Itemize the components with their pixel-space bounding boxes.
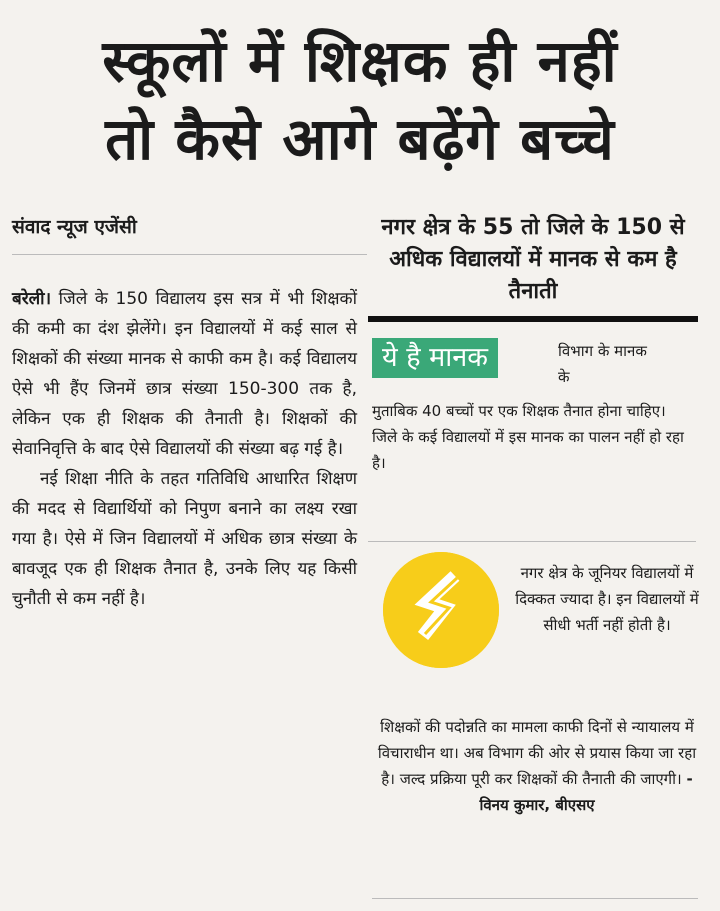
dateline: बरेली।	[12, 289, 52, 309]
article-body	[12, 284, 357, 614]
quote-main-text: शिक्षकों की पदोन्नति का मामला काफी दिनों से न्यायालय में विचाराधीन था। अब विभाग की ओर से प्रयास किया जा रहा है। जल्द प्रक्रिया पूरी कर शिक्षकों की तैनाती की जाएगी।	[377, 718, 697, 788]
headline-line-2: तो कैसे आगे बढ़ेंगे बच्चे	[105, 105, 615, 173]
newspaper-logo-icon	[383, 552, 499, 668]
sidebar-subhead: नगर क्षेत्र के 55 तो जिले के 150 से अधिक विद्यालयों में मानक से कम है तैनाती	[368, 212, 698, 322]
quote-side-text: नगर क्षेत्र के जूनियर विद्यालयों में दिक्कत ज्यादा है। इन विद्यालयों में सीधी भर्ती नहीं होती है।	[515, 564, 699, 634]
bottom-rule	[372, 898, 698, 899]
quote-main	[372, 714, 702, 818]
sidebar-divider	[368, 541, 696, 542]
standard-box	[368, 338, 698, 472]
headline	[0, 22, 720, 178]
standard-text: मुताबिक 40 बच्चों पर एक शिक्षक तैनात होना चाहिए। जिले के कई विद्यालयों में इस मानक का पालन नहीं हो रहा है।	[372, 402, 684, 472]
headline-line-1: स्कूलों में शिक्षक ही नहीं	[102, 27, 618, 95]
paragraph-2: नई शिक्षा नीति के तहत गतिविधि आधारित शिक्षण की मदद से विद्यार्थियों को निपुण बनाने का लक्ष्य रखा गया है। ऐसे में जिन विद्यालयों में अधिक छात्र संख्या के बावजूद एक ही शिक्षक तैनात है, उनके लिए यह किसी चुनौती से कम नहीं है।	[12, 469, 357, 609]
paragraph-1-text: जिले के 150 विद्यालय इस सत्र में भी शिक्षकों की कमी का दंश झेलेंगे। इन विद्यालयों में कई साल से शिक्षकों की संख्या मानक से काफी कम है। कई विद्यालय ऐसे भी हैंए जिनमें छात्र संख्या 150-300 तक है, लेकिन एक ही शिक्षक की तैनाती है। शिक्षकों की सेवानिवृत्ति के बाद ऐसे विद्यालयों की संख्या बढ़ गई है।	[12, 289, 357, 459]
quote-signature: - विनय कुमार, बीएसए	[479, 770, 693, 814]
sidebar	[368, 212, 698, 472]
standard-side-text: विभाग के मानक के	[558, 342, 647, 386]
standard-badge: ये है मानक	[372, 338, 498, 378]
byline: संवाद न्यूज एजेंसी	[12, 214, 367, 255]
paragraph-1	[12, 284, 357, 464]
